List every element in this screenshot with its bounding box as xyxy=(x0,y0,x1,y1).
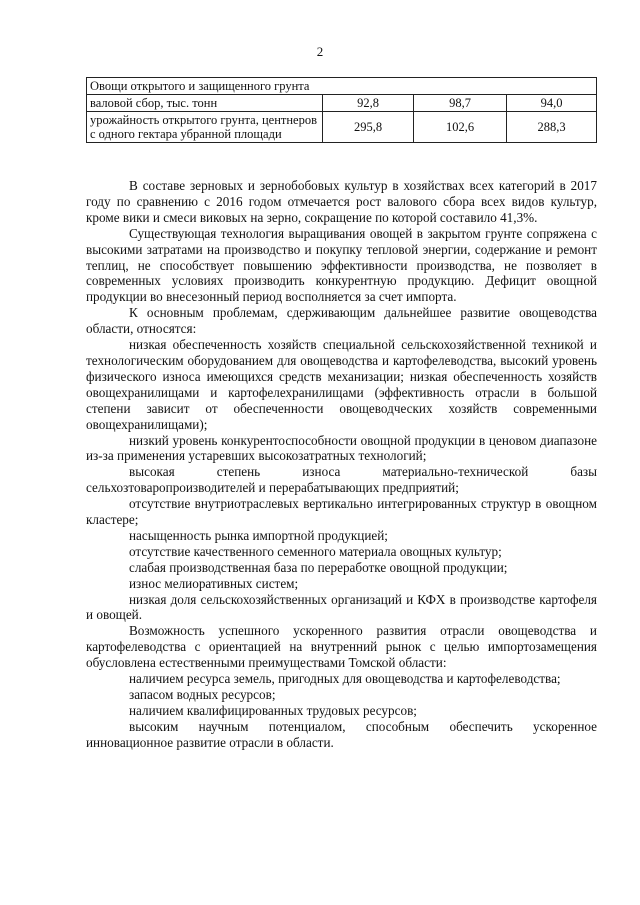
list-item: запасом водных ресурсов; xyxy=(129,687,276,702)
list-item: низкая доля сельскохозяйственных организаций и КФХ в производстве картофеля и овощей. xyxy=(86,591,597,623)
list-item: износ мелиоративных систем; xyxy=(129,575,299,591)
paragraph: Существующая технология выращивания овощей в закрытом грунте сопряжена с высокими затратами на производство и покупку тепловой энергии, содержание и ремонт теплиц, не способствует повышению эффективности производства, не позволяет в современных условиях производить конкурентную продукцию. Дефицит овощной продукции во внесезонный период восполняется за счет импорта. xyxy=(86,225,597,305)
document-body xyxy=(86,178,597,751)
list-item: низкий уровень конкурентоспособности овощной продукции в ценовом диапазоне из-за применения устаревших высокозатратных технологий; xyxy=(86,432,597,464)
list-item: низкая обеспеченность хозяйств специальной сельскохозяйственной техникой и технологическим оборудованием для овощеводства и картофелеводства, высокий уровень физического износа имеющихся средств механизации; низкая обеспеченность хозяйств овощехранилищами и картофелехранилищами (эффективность отрасли в большой степени зависит от обеспеченности овощеводческих хозяйств современными овощехранилищами); xyxy=(86,337,597,432)
table-section-header-row xyxy=(87,78,597,95)
list-item: отсутствие качественного семенного материала овощных культур; xyxy=(129,543,502,559)
table-cell: 295,8 xyxy=(323,112,414,143)
list-item: наличием квалифицированных трудовых ресурсов; xyxy=(129,702,417,718)
paragraph: Возможность успешного ускоренного развития отрасли овощеводства и картофелеводства с ориентацией на внутренний рынок с целью импортозамещения обусловлена естественными преимуществами Томской области: xyxy=(86,623,597,671)
table-row xyxy=(87,95,597,112)
list-item: наличием ресурса земель, пригодных для овощеводства и картофелеводства; xyxy=(129,671,561,687)
list-item: насыщенность рынка импортной продукцией; xyxy=(129,527,388,543)
table-cell: 98,7 xyxy=(414,95,507,112)
table-row-label: урожайность открытого грунта, центнеров с одного гектара убранной площади xyxy=(87,112,323,143)
list-item: высоким научным потенциалом, способным обеспечить ускоренное инновационное развитие отрасли в области. xyxy=(86,718,597,750)
paragraph: В составе зерновых и зернобобовых культур в хозяйствах всех категорий в 2017 году по сравнению с 2016 годом отмечается рост валового сбора всех видов культур, кроме вики и смеси виковых на зерно, сокращение по которой составило 41,3%. xyxy=(86,178,597,225)
page-number: 2 xyxy=(316,44,324,59)
table-cell: 92,8 xyxy=(323,95,414,112)
data-table xyxy=(86,77,597,143)
table-row xyxy=(87,112,597,143)
table-row-label: валовой сбор, тыс. тонн xyxy=(87,95,323,112)
list-item: отсутствие внутриотраслевых вертикально интегрированных структур в овощном кластере; xyxy=(86,496,597,528)
table-cell: 94,0 xyxy=(507,95,597,112)
table-cell: 288,3 xyxy=(507,112,597,143)
list-item: слабая производственная база по переработке овощной продукции; xyxy=(129,559,508,575)
list-item: высокая степень износа материально-технической базы сельхозтоваропроизводителей и перерабатывающих предприятий; xyxy=(86,464,597,496)
table-cell: 102,6 xyxy=(414,112,507,143)
table-section-header: Овощи открытого и защищенного грунта xyxy=(87,78,597,95)
paragraph: К основным проблемам, сдерживающим дальнейшее развитие овощеводства области, относятся: xyxy=(86,305,597,337)
